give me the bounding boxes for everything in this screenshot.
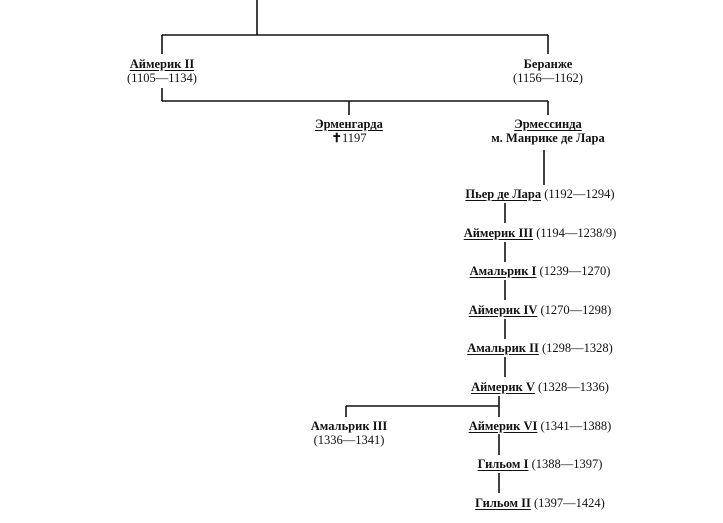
person-years: (1298—1328)	[541, 341, 613, 355]
person-name: Амальрик III	[310, 419, 388, 433]
person-name: Аймерик III	[463, 226, 534, 240]
dagger-icon: ✝	[331, 131, 342, 145]
person-spouse: м. Манрике де Лара	[491, 131, 605, 145]
person-years: (1341—1388)	[540, 419, 612, 433]
person-aymeric-ii	[112, 57, 212, 85]
person-ermengarde	[299, 117, 399, 145]
person-pierre-de-lara	[440, 187, 640, 201]
person-name: Гильом II	[475, 496, 531, 510]
person-name: Аймерик II	[129, 57, 195, 71]
person-name: Пьер де Лара	[465, 187, 542, 201]
person-years: (1239—1270)	[539, 264, 611, 278]
person-years: (1192—1294)	[544, 187, 615, 201]
person-name: Эрменгарда	[315, 117, 383, 131]
person-aymeric-v	[440, 380, 640, 394]
person-amalric-i	[440, 264, 640, 278]
person-aymeric-iv	[440, 303, 640, 317]
person-name: Аймерик IV	[468, 303, 538, 317]
person-years: (1194—1238/9)	[536, 226, 617, 240]
person-years: (1336—1341)	[313, 433, 385, 447]
person-name: Амальрик II	[467, 341, 539, 355]
person-name: Амальрик I	[469, 264, 537, 278]
person-aymeric-vi	[440, 419, 640, 433]
person-aymeric-iii	[440, 226, 640, 240]
person-years: (1156—1162)	[513, 71, 583, 85]
person-years: (1328—1336)	[538, 380, 609, 394]
person-name: Беранже	[523, 57, 573, 71]
person-name: Аймерик VI	[468, 419, 538, 433]
person-death	[299, 131, 399, 145]
person-guillaume-ii	[440, 496, 640, 510]
person-guillaume-i	[440, 457, 640, 471]
person-years: (1105—1134)	[127, 71, 197, 85]
person-beranger	[498, 57, 598, 85]
person-name: Эрмессинда	[514, 117, 582, 131]
person-years: (1388—1397)	[531, 457, 603, 471]
person-years: (1397—1424)	[533, 496, 605, 510]
person-years: (1270—1298)	[540, 303, 612, 317]
person-amalric-ii	[440, 341, 640, 355]
death-year: 1197	[341, 131, 367, 145]
person-name: Гильом I	[477, 457, 529, 471]
person-amalric-iii	[294, 419, 404, 447]
person-name: Аймерик V	[471, 380, 535, 394]
person-ermessinde	[468, 117, 628, 145]
